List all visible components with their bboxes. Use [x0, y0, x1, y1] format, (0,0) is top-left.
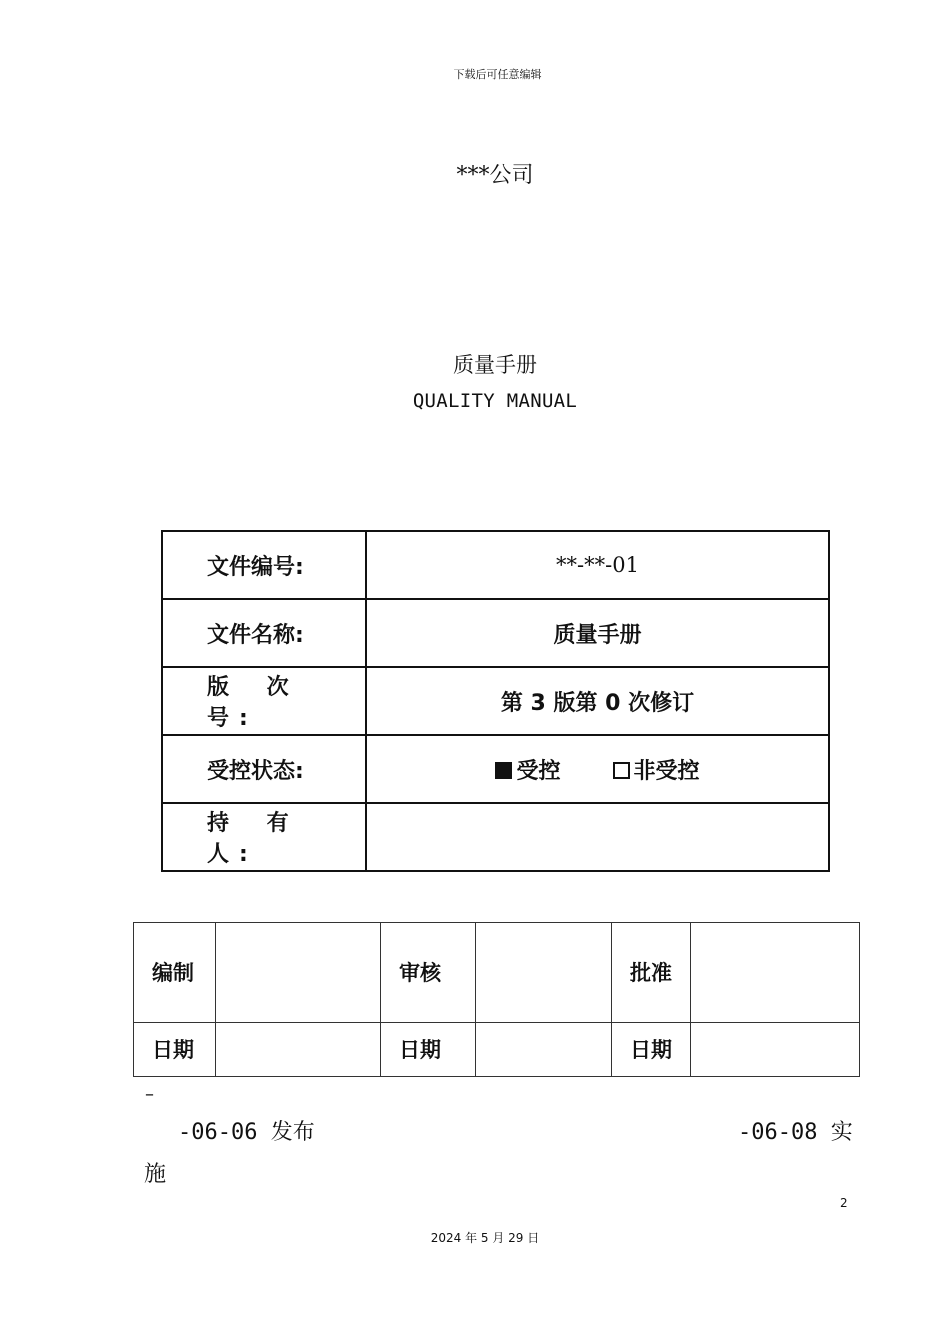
info-row-doc-number [162, 531, 829, 599]
revision-label: 版 次 号: [207, 675, 299, 731]
company-name: ***公司 [456, 163, 534, 188]
approved-by-cell [691, 923, 860, 1023]
doc-number-value: **-**-01 [366, 531, 829, 599]
prepared-date-cell [216, 1022, 381, 1076]
info-row-revision [162, 667, 829, 735]
reviewed-by-cell [476, 923, 612, 1023]
implementation-date-wrap: 施 [144, 1162, 167, 1187]
holder-value [366, 803, 829, 871]
doc-number-label: 文件编号: [162, 531, 366, 599]
info-row-holder [162, 803, 829, 871]
footer-date: 2024 年 5 月 29 日 [430, 1231, 540, 1245]
info-row-control-status [162, 735, 829, 803]
reviewed-date-label: 日期 [381, 1022, 476, 1076]
approved-date-cell [691, 1022, 860, 1076]
control-status-value [366, 735, 829, 803]
document-title-en: QUALITY MANUAL [412, 390, 578, 412]
holder-label: 持 有 人: [207, 811, 299, 867]
revision-value: 第 3 版第 0 次修订 [366, 667, 829, 735]
signoff-row-roles [134, 923, 860, 1023]
prepared-date-label: 日期 [134, 1022, 216, 1076]
signoff-row-dates [134, 1022, 860, 1076]
signoff-table [133, 922, 860, 1077]
reviewed-date-cell [476, 1022, 612, 1076]
implementation-date: -06-08 实 [738, 1120, 853, 1145]
unchecked-box-icon[interactable] [613, 762, 630, 779]
release-date: -06-06 发布 [178, 1120, 315, 1145]
document-title-cn: 质量手册 [453, 353, 537, 377]
approved-by-label: 批准 [612, 923, 691, 1023]
checked-box-icon[interactable] [495, 762, 512, 779]
doc-name-label: 文件名称: [162, 599, 366, 667]
prepared-by-cell [216, 923, 381, 1023]
control-status-label: 受控状态: [162, 735, 366, 803]
doc-name-value: 质量手册 [366, 599, 829, 667]
prepared-by-label: 编制 [134, 923, 216, 1023]
reviewed-by-label: 审核 [381, 923, 476, 1023]
info-row-doc-name [162, 599, 829, 667]
page-header-note: 下载后可任意编辑 [453, 68, 542, 81]
uncontrolled-option-label: 非受控 [633, 758, 700, 784]
page-number: 2 [840, 1196, 848, 1210]
year-dash: – [145, 1084, 154, 1105]
document-info-table [161, 530, 830, 872]
approved-date-label: 日期 [612, 1022, 691, 1076]
controlled-option-label: 受控 [516, 758, 561, 784]
